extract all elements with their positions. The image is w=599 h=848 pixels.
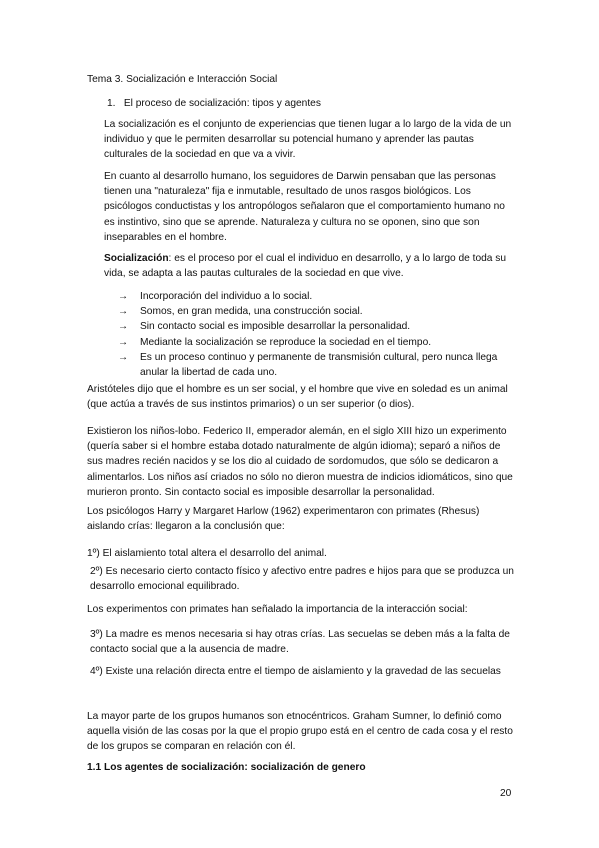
arrow-icon: →: [118, 306, 129, 318]
paragraph-wolf-children: Existieron los niños-lobo. Federico II, emperador alemán, en el siglo XIII hizo un experimento (quería saber si el hombre estaba dotado naturalmente de algún idioma); separó a niños de sus madres recién nacidos y se los dio al cuidado de sordomudos, que sólo se dedicaron a alimentarlos. Los niños así criados no sólo no dieron muestra de indicios idiomáticos, sino que murieron pronto. Sin contacto social es imposible desarrollar la personalidad.: [87, 426, 513, 498]
conclusion-4: 4º) Existe una relación directa entre el tiempo de aislamiento y la gravedad de las secuelas: [90, 666, 501, 677]
paragraph-aristotle: Aristóteles dijo que el hombre es un ser social, y el hombre que vive en soledad es un animal (que actúa a través de sus instintos primarios) o un ser superior (o dios).: [87, 384, 508, 411]
bullet-list: [118, 289, 518, 380]
list-item: [118, 289, 518, 304]
section-heading: [107, 96, 533, 111]
paragraph-human-development: En cuanto al desarrollo humano, los seguidores de Darwin pensaban que las personas tienen una "naturaleza" fija e inmutable, resultado de unos rasgos biológicos. Los psicólogos conductistas y los antropólogos señalaron que el comportamiento humano no es instintivo, sino que se aprende. Naturaleza y cultura no se oponen, sino que son inseparables en el hombre.: [104, 171, 505, 243]
list-item: [118, 319, 518, 334]
paragraph-harlow: Los psicólogos Harry y Margaret Harlow (1962) experimentaron con primates (Rhesus) aislando crías: llegaron a la conclusión que:: [87, 506, 480, 533]
list-item-text: Es un proceso continuo y permanente de transmisión cultural, pero nunca llega anular la libertad de cada uno.: [140, 351, 498, 379]
arrow-icon: →: [118, 321, 129, 333]
arrow-icon: →: [118, 336, 129, 348]
section-title: El proceso de socialización: tipos y agentes: [123, 98, 321, 109]
socialization-definition: : es el proceso por el cual el individuo en desarrollo, y a lo largo de toda su vida, se adapta a las pautas culturales de la sociedad en que vive.: [104, 253, 507, 280]
document-header: Tema 3. Socialización e Interacción Social: [87, 74, 278, 85]
paragraph-definition: La socialización es el conjunto de experiencias que tienen lugar a lo largo de la vida de un individuo y que le permiten desarrollar su potencial humano y aprender las pautas culturales de la sociedad en que va a vivir.: [104, 119, 512, 161]
list-item: [118, 350, 518, 380]
term-socializacion: Socialización: [104, 253, 169, 264]
subsection-heading: 1.1 Los agentes de socialización: socialización de genero: [87, 762, 366, 773]
conclusion-2: 2º) Es necesario cierto contacto físico y afectivo entre padres e hijos para que se produzca un desarrollo emocional equilibrado.: [90, 566, 514, 593]
paragraph-ethnocentrism: La mayor parte de los grupos humanos son etnocéntricos. Graham Sumner, lo definió como aquella visión de las cosas por la que el propio grupo está en el centro de cada cosa y el resto de los grupos se comparan en relación con él.: [87, 711, 513, 753]
page-number: 20: [500, 788, 512, 799]
list-item-text: Incorporación del individuo a lo social.: [140, 291, 313, 302]
list-item-text: Mediante la socialización se reproduce la sociedad en el tiempo.: [140, 336, 432, 348]
conclusion-3: 3º) La madre es menos necesaria si hay otras crías. Las secuelas se deben más a la falta de contacto social que a la ausencia de madre.: [90, 629, 510, 656]
list-item: [118, 304, 518, 319]
conclusion-1: 1º) El aislamiento total altera el desarrollo del animal.: [87, 548, 327, 559]
list-item-text: Somos, en gran medida, una construcción social.: [140, 306, 363, 318]
paragraph-primates: Los experimentos con primates han señalado la importancia de la interacción social:: [87, 604, 468, 615]
list-item: [118, 335, 518, 350]
section-number: 1.: [107, 98, 116, 109]
arrow-icon: →: [118, 351, 129, 363]
arrow-icon: →: [118, 291, 129, 302]
paragraph-socialization: [104, 251, 516, 281]
list-item-text: Sin contacto social es imposible desarrollar la personalidad.: [140, 321, 411, 333]
